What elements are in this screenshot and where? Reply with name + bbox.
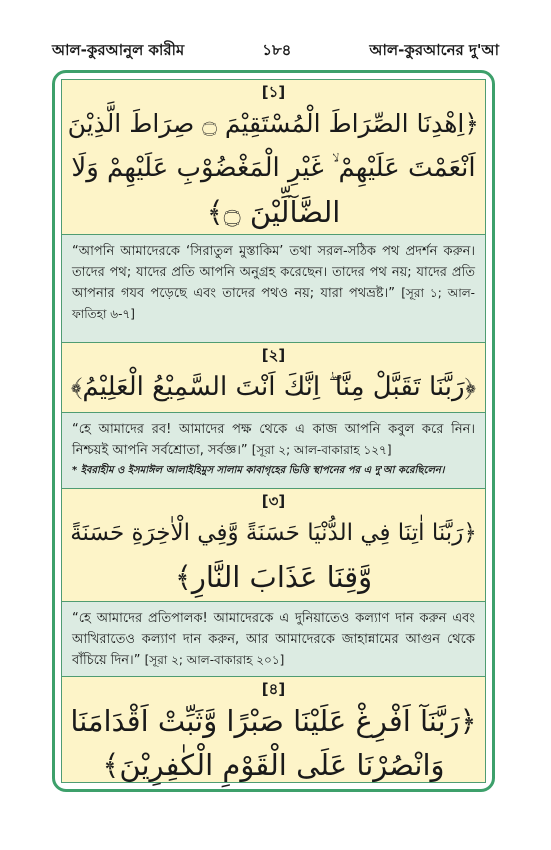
dua-1-reference: [সূরা ১; আল-ফাতিহা ৬-৭]: [72, 286, 475, 321]
dua-3-translation: “হে আমাদের প্রতিপালক! আমাদেরকে এ দুনিয়াতেও কল্যাণ দান করুন এবং আখিরাতেও কল্যাণ দান করুন, আর আমাদেরকে জাহান্নামের আগুন থেকে বাঁচিয়ে দিন।”: [72, 611, 475, 668]
dua-3-arabic-line-1: ﴿رَبَّنَا اٰتِنَا فِي الدُّنْيَا حَسَنَةً وَّفِي الْاٰخِرَةِ حَسَنَةً: [70, 520, 477, 546]
header-chapter-title: আল-কুরআনের দু'আ: [369, 40, 499, 59]
dua-4-arabic-line-2: وَانْصُرْنَا عَلَى الْقَوْمِ الْكٰفِرِيْنَ﴾: [102, 748, 445, 782]
dua-2-number: [২]: [261, 346, 286, 364]
dua-1-number: [১]: [261, 83, 286, 101]
dua-2-note: * ইবরাহীম ও ইসমাঈল আলাইহিমুস সালাম কাবাগৃহের ভিত্তি স্থাপনের পর এ দু'আ করেছিলেন।: [72, 465, 445, 476]
dua-3-arabic-line-2: وَّقِنَا عَذَابَ النَّارِ﴾: [174, 560, 373, 594]
dua-1-arabic-line-2: اَنْعَمْتَ عَلَيْهِمْ ۙ غَيْرِ الْمَغْضُوْبِ عَلَيْهِمْ وَلَا: [71, 153, 476, 183]
content-frame: [52, 70, 495, 792]
dua-3-reference: [সূরা ২; আল-বাকারাহ ২০১]: [144, 653, 285, 667]
dua-1-translation: “আপনি আমাদেরকে ‘সিরাতুল মুস্তাকিম’ তথা সরল-সঠিক পথ প্রদর্শন করুন। তাদের পথ; যাদের প্রতি আপনি অনুগ্রহ করেছেন। তাদের পথ নয়; যাদের প্রতি আপনার গযব পড়েছে এবং তাদের পথও নয়; যারা পথভ্রষ্ট।”: [72, 244, 475, 301]
dua-4-arabic-line-1: ﴿رَبَّنَآ اَفْرِغْ عَلَيْنَا صَبْرًا وَّثَبِّتْ اَقْدَامَنَا: [70, 704, 477, 738]
dua-3-arabic-block: [62, 489, 485, 602]
content-inner-border: [61, 79, 486, 783]
dua-2-arabic-line-1: ﴿رَبَّنَا تَقَبَّلْ مِنَّا ۖ اِنَّكَ اَنْتَ السَّمِيْعُ الْعَلِيْمُ﴾: [70, 372, 477, 402]
dua-3-translation-block: [62, 602, 485, 677]
dua-1-arabic-line-3: الضَّآلِّيْنَ ۝﴾: [206, 195, 341, 229]
page-number: ১৮৪: [262, 40, 292, 59]
dua-2-translation-block: [62, 413, 485, 489]
dua-4-number: [৪]: [261, 680, 286, 698]
dua-4-arabic-block: [62, 677, 485, 782]
dua-3-number: [৩]: [261, 492, 286, 510]
page-header: [52, 38, 499, 64]
dua-1-arabic-line-1: ﴿اِهْدِنَا الصِّرَاطَ الْمُسْتَقِيْمَ ۝ صِرَاطَ الَّذِيْنَ: [67, 109, 479, 138]
dua-2-arabic-block: [62, 343, 485, 413]
header-book-title: আল-কুরআনুল কারীম: [52, 40, 185, 59]
dua-2-translation: “হে আমাদের রব! আমাদের পক্ষ থেকে এ কাজ আপনি কবুল করে নিন। নিশ্চয়ই আপনি সর্বশ্রোতা, সর্বজ্ঞ।”: [72, 422, 475, 458]
dua-1-arabic-block: [62, 80, 485, 235]
dua-1-translation-block: [62, 235, 485, 343]
dua-2-reference: [সূরা ২; আল-বাকারাহ ১২৭]: [251, 443, 392, 457]
